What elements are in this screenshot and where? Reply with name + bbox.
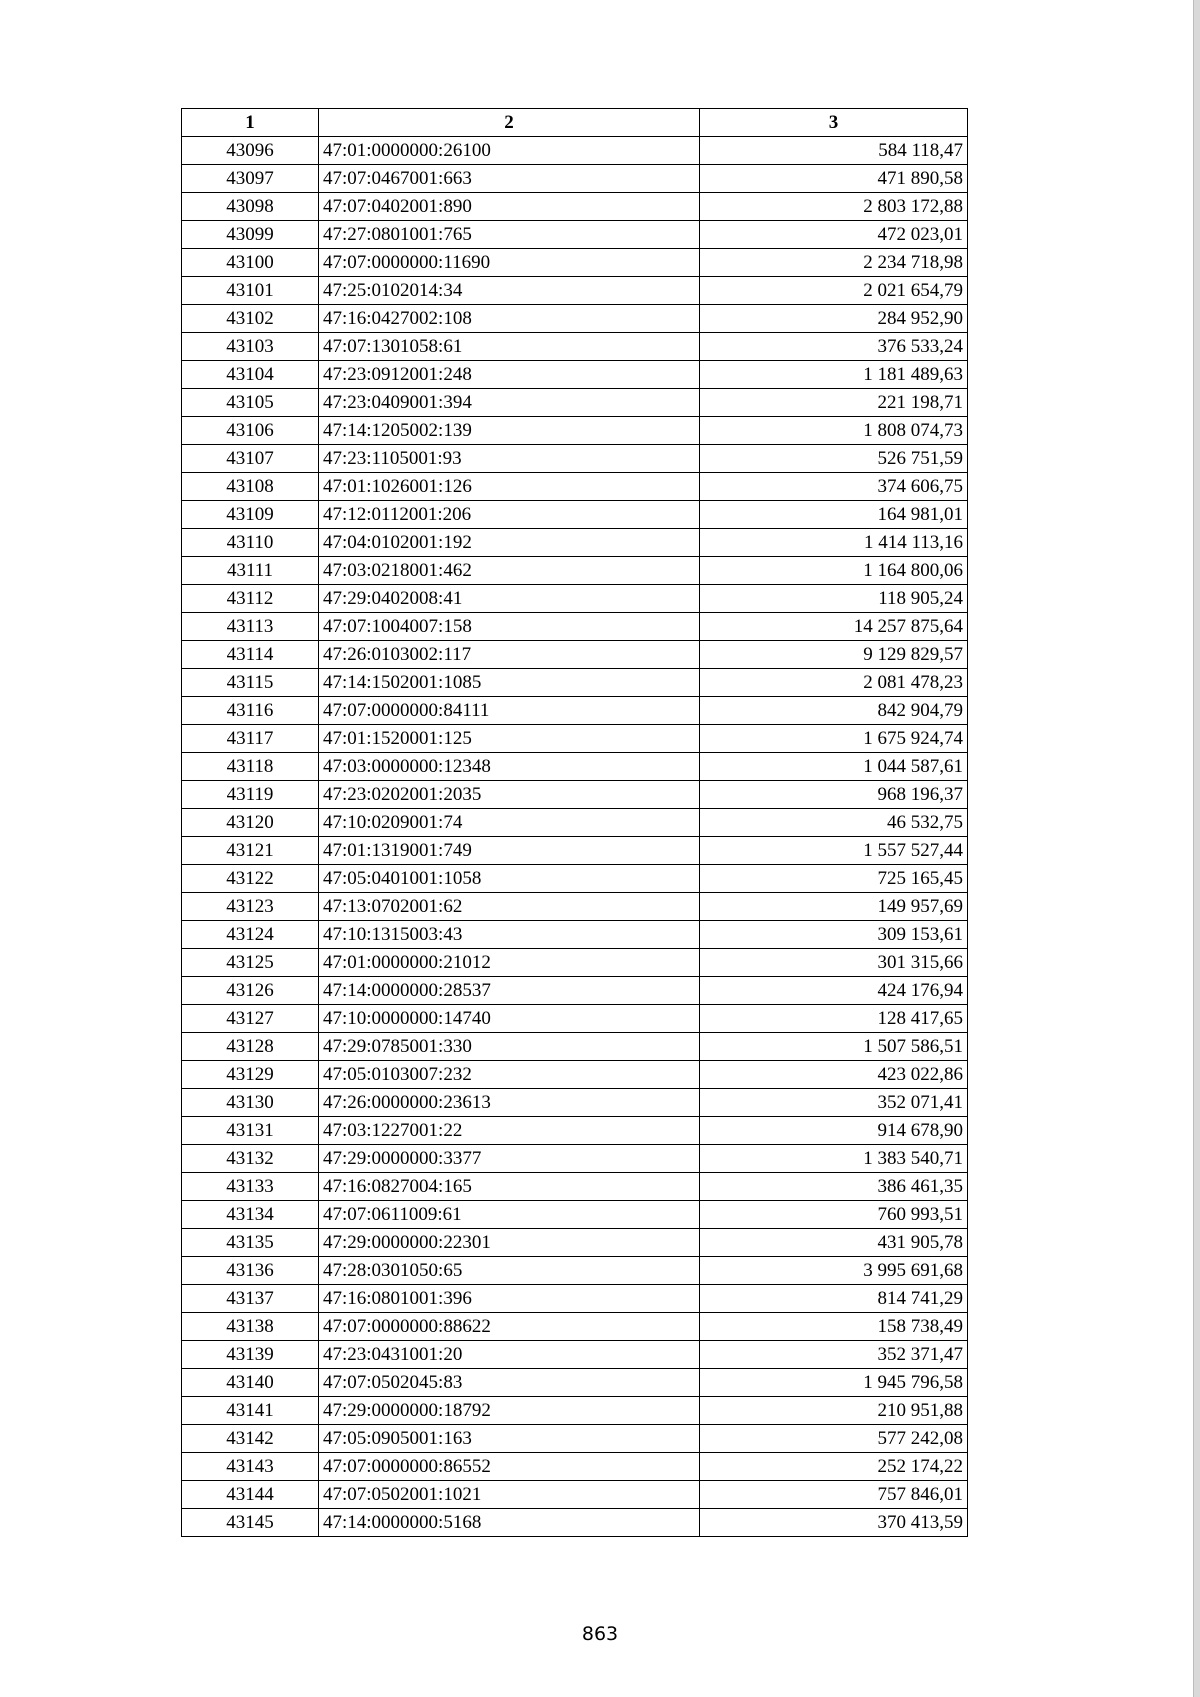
column-header-1: 1	[182, 109, 319, 137]
row-number-cell: 43097	[182, 165, 319, 193]
cadastral-number-cell: 47:05:0401001:1058	[319, 865, 700, 893]
table-row	[182, 445, 968, 473]
page-edge-shadow	[1193, 0, 1200, 1697]
table-row	[182, 809, 968, 837]
table-row	[182, 1033, 968, 1061]
value-cell: 221 198,71	[700, 389, 968, 417]
value-cell: 352 371,47	[700, 1341, 968, 1369]
row-number-cell: 43139	[182, 1341, 319, 1369]
table-row	[182, 473, 968, 501]
row-number-cell: 43117	[182, 725, 319, 753]
row-number-cell: 43141	[182, 1397, 319, 1425]
column-header-3: 3	[700, 109, 968, 137]
cadastral-number-cell: 47:23:1105001:93	[319, 445, 700, 473]
column-header-2: 2	[319, 109, 700, 137]
cadastral-number-cell: 47:07:1004007:158	[319, 613, 700, 641]
table-row	[182, 1397, 968, 1425]
value-cell: 386 461,35	[700, 1173, 968, 1201]
row-number-cell: 43143	[182, 1453, 319, 1481]
cadastral-number-cell: 47:03:0218001:462	[319, 557, 700, 585]
value-cell: 760 993,51	[700, 1201, 968, 1229]
row-number-cell: 43116	[182, 697, 319, 725]
row-number-cell: 43120	[182, 809, 319, 837]
table-row	[182, 193, 968, 221]
table-row	[182, 221, 968, 249]
value-cell: 842 904,79	[700, 697, 968, 725]
row-number-cell: 43121	[182, 837, 319, 865]
value-cell: 301 315,66	[700, 949, 968, 977]
row-number-cell: 43136	[182, 1257, 319, 1285]
cadastral-number-cell: 47:29:0000000:22301	[319, 1229, 700, 1257]
value-cell: 210 951,88	[700, 1397, 968, 1425]
table-row	[182, 557, 968, 585]
row-number-cell: 43098	[182, 193, 319, 221]
cadastral-number-cell: 47:25:0102014:34	[319, 277, 700, 305]
table-row	[182, 753, 968, 781]
cadastral-number-cell: 47:07:0502045:83	[319, 1369, 700, 1397]
page-number: 863	[581, 1623, 619, 1645]
cadastral-number-cell: 47:14:1502001:1085	[319, 669, 700, 697]
cadastral-number-cell: 47:23:0409001:394	[319, 389, 700, 417]
row-number-cell: 43142	[182, 1425, 319, 1453]
row-number-cell: 43138	[182, 1313, 319, 1341]
table-row	[182, 949, 968, 977]
cadastral-number-cell: 47:29:0000000:18792	[319, 1397, 700, 1425]
table-row	[182, 1313, 968, 1341]
row-number-cell: 43111	[182, 557, 319, 585]
value-cell: 1 557 527,44	[700, 837, 968, 865]
cadastral-number-cell: 47:26:0103002:117	[319, 641, 700, 669]
row-number-cell: 43114	[182, 641, 319, 669]
value-cell: 158 738,49	[700, 1313, 968, 1341]
value-cell: 352 071,41	[700, 1089, 968, 1117]
value-cell: 814 741,29	[700, 1285, 968, 1313]
row-number-cell: 43134	[182, 1201, 319, 1229]
row-number-cell: 43129	[182, 1061, 319, 1089]
value-cell: 1 181 489,63	[700, 361, 968, 389]
table-row	[182, 1341, 968, 1369]
row-number-cell: 43112	[182, 585, 319, 613]
row-number-cell: 43110	[182, 529, 319, 557]
table-row	[182, 1257, 968, 1285]
cadastral-number-cell: 47:23:0431001:20	[319, 1341, 700, 1369]
table-row	[182, 921, 968, 949]
cadastral-number-cell: 47:07:0402001:890	[319, 193, 700, 221]
value-cell: 2 234 718,98	[700, 249, 968, 277]
value-cell: 1 414 113,16	[700, 529, 968, 557]
table-row	[182, 165, 968, 193]
cadastral-number-cell: 47:07:0611009:61	[319, 1201, 700, 1229]
value-cell: 424 176,94	[700, 977, 968, 1005]
row-number-cell: 43105	[182, 389, 319, 417]
cadastral-number-cell: 47:07:0000000:88622	[319, 1313, 700, 1341]
value-cell: 2 081 478,23	[700, 669, 968, 697]
row-number-cell: 43127	[182, 1005, 319, 1033]
table-row	[182, 249, 968, 277]
row-number-cell: 43115	[182, 669, 319, 697]
table-row	[182, 1061, 968, 1089]
cadastral-number-cell: 47:03:0000000:12348	[319, 753, 700, 781]
table-row	[182, 1145, 968, 1173]
cadastral-number-cell: 47:26:0000000:23613	[319, 1089, 700, 1117]
row-number-cell: 43137	[182, 1285, 319, 1313]
table-header	[182, 109, 968, 137]
value-cell: 757 846,01	[700, 1481, 968, 1509]
cadastral-number-cell: 47:01:0000000:26100	[319, 137, 700, 165]
value-cell: 3 995 691,68	[700, 1257, 968, 1285]
cadastral-number-cell: 47:07:0000000:11690	[319, 249, 700, 277]
row-number-cell: 43133	[182, 1173, 319, 1201]
row-number-cell: 43100	[182, 249, 319, 277]
value-cell: 14 257 875,64	[700, 613, 968, 641]
value-cell: 374 606,75	[700, 473, 968, 501]
cadastral-number-cell: 47:23:0202001:2035	[319, 781, 700, 809]
table-row	[182, 697, 968, 725]
table-row	[182, 669, 968, 697]
cadastral-number-cell: 47:07:0467001:663	[319, 165, 700, 193]
cadastral-number-cell: 47:05:0905001:163	[319, 1425, 700, 1453]
value-cell: 584 118,47	[700, 137, 968, 165]
table-row	[182, 725, 968, 753]
table-row	[182, 1005, 968, 1033]
cadastral-number-cell: 47:07:0502001:1021	[319, 1481, 700, 1509]
cadastral-number-cell: 47:14:1205002:139	[319, 417, 700, 445]
table-row	[182, 837, 968, 865]
value-cell: 1 044 587,61	[700, 753, 968, 781]
cadastral-number-cell: 47:10:1315003:43	[319, 921, 700, 949]
row-number-cell: 43128	[182, 1033, 319, 1061]
table-row	[182, 781, 968, 809]
table-row	[182, 1425, 968, 1453]
value-cell: 2 803 172,88	[700, 193, 968, 221]
cadastral-number-cell: 47:01:0000000:21012	[319, 949, 700, 977]
row-number-cell: 43144	[182, 1481, 319, 1509]
value-cell: 252 174,22	[700, 1453, 968, 1481]
row-number-cell: 43123	[182, 893, 319, 921]
cadastral-number-cell: 47:03:1227001:22	[319, 1117, 700, 1145]
value-cell: 118 905,24	[700, 585, 968, 613]
row-number-cell: 43101	[182, 277, 319, 305]
value-cell: 1 164 800,06	[700, 557, 968, 585]
table-row	[182, 641, 968, 669]
value-cell: 149 957,69	[700, 893, 968, 921]
registry-table	[181, 108, 968, 1537]
table-row	[182, 417, 968, 445]
table-row	[182, 389, 968, 417]
cadastral-number-cell: 47:23:0912001:248	[319, 361, 700, 389]
row-number-cell: 43125	[182, 949, 319, 977]
row-number-cell: 43104	[182, 361, 319, 389]
row-number-cell: 43113	[182, 613, 319, 641]
cadastral-number-cell: 47:29:0785001:330	[319, 1033, 700, 1061]
cadastral-number-cell: 47:01:1026001:126	[319, 473, 700, 501]
value-cell: 968 196,37	[700, 781, 968, 809]
value-cell: 376 533,24	[700, 333, 968, 361]
table-row	[182, 1089, 968, 1117]
row-number-cell: 43108	[182, 473, 319, 501]
table-row	[182, 865, 968, 893]
value-cell: 577 242,08	[700, 1425, 968, 1453]
cadastral-number-cell: 47:10:0000000:14740	[319, 1005, 700, 1033]
table-row	[182, 1453, 968, 1481]
row-number-cell: 43140	[182, 1369, 319, 1397]
table-row	[182, 277, 968, 305]
value-cell: 164 981,01	[700, 501, 968, 529]
row-number-cell: 43145	[182, 1509, 319, 1537]
value-cell: 1 808 074,73	[700, 417, 968, 445]
cadastral-number-cell: 47:07:0000000:84111	[319, 697, 700, 725]
cadastral-number-cell: 47:13:0702001:62	[319, 893, 700, 921]
row-number-cell: 43106	[182, 417, 319, 445]
value-cell: 423 022,86	[700, 1061, 968, 1089]
value-cell: 128 417,65	[700, 1005, 968, 1033]
row-number-cell: 43118	[182, 753, 319, 781]
cadastral-number-cell: 47:01:1319001:749	[319, 837, 700, 865]
value-cell: 46 532,75	[700, 809, 968, 837]
cadastral-number-cell: 47:16:0801001:396	[319, 1285, 700, 1313]
row-number-cell: 43099	[182, 221, 319, 249]
cadastral-number-cell: 47:05:0103007:232	[319, 1061, 700, 1089]
value-cell: 1 945 796,58	[700, 1369, 968, 1397]
row-number-cell: 43135	[182, 1229, 319, 1257]
table-row	[182, 613, 968, 641]
table-row	[182, 501, 968, 529]
table-row	[182, 893, 968, 921]
table-row	[182, 529, 968, 557]
value-cell: 9 129 829,57	[700, 641, 968, 669]
cadastral-number-cell: 47:29:0000000:3377	[319, 1145, 700, 1173]
value-cell: 1 383 540,71	[700, 1145, 968, 1173]
table-row	[182, 1509, 968, 1537]
table-row	[182, 1173, 968, 1201]
value-cell: 471 890,58	[700, 165, 968, 193]
table-row	[182, 1117, 968, 1145]
table-row	[182, 1201, 968, 1229]
cadastral-number-cell: 47:28:0301050:65	[319, 1257, 700, 1285]
cadastral-number-cell: 47:14:0000000:5168	[319, 1509, 700, 1537]
row-number-cell: 43102	[182, 305, 319, 333]
row-number-cell: 43122	[182, 865, 319, 893]
row-number-cell: 43124	[182, 921, 319, 949]
value-cell: 431 905,78	[700, 1229, 968, 1257]
row-number-cell: 43107	[182, 445, 319, 473]
value-cell: 472 023,01	[700, 221, 968, 249]
cadastral-number-cell: 47:29:0402008:41	[319, 585, 700, 613]
value-cell: 1 675 924,74	[700, 725, 968, 753]
table-row	[182, 1285, 968, 1313]
table-row	[182, 1229, 968, 1257]
value-cell: 2 021 654,79	[700, 277, 968, 305]
value-cell: 725 165,45	[700, 865, 968, 893]
table-row	[182, 977, 968, 1005]
row-number-cell: 43132	[182, 1145, 319, 1173]
row-number-cell: 43131	[182, 1117, 319, 1145]
value-cell: 284 952,90	[700, 305, 968, 333]
row-number-cell: 43130	[182, 1089, 319, 1117]
cadastral-number-cell: 47:07:1301058:61	[319, 333, 700, 361]
row-number-cell: 43126	[182, 977, 319, 1005]
table-row	[182, 333, 968, 361]
cadastral-number-cell: 47:07:0000000:86552	[319, 1453, 700, 1481]
cadastral-number-cell: 47:16:0827004:165	[319, 1173, 700, 1201]
table-row	[182, 1369, 968, 1397]
cadastral-number-cell: 47:12:0112001:206	[319, 501, 700, 529]
value-cell: 309 153,61	[700, 921, 968, 949]
table-row	[182, 361, 968, 389]
row-number-cell: 43103	[182, 333, 319, 361]
table-row	[182, 1481, 968, 1509]
table-row	[182, 585, 968, 613]
cadastral-number-cell: 47:16:0427002:108	[319, 305, 700, 333]
value-cell: 914 678,90	[700, 1117, 968, 1145]
table-row	[182, 137, 968, 165]
header-row	[182, 109, 968, 137]
row-number-cell: 43096	[182, 137, 319, 165]
cadastral-number-cell: 47:14:0000000:28537	[319, 977, 700, 1005]
row-number-cell: 43119	[182, 781, 319, 809]
cadastral-number-cell: 47:04:0102001:192	[319, 529, 700, 557]
value-cell: 370 413,59	[700, 1509, 968, 1537]
table-row	[182, 305, 968, 333]
cadastral-number-cell: 47:27:0801001:765	[319, 221, 700, 249]
table-body	[182, 137, 968, 1537]
value-cell: 526 751,59	[700, 445, 968, 473]
cadastral-number-cell: 47:10:0209001:74	[319, 809, 700, 837]
row-number-cell: 43109	[182, 501, 319, 529]
cadastral-number-cell: 47:01:1520001:125	[319, 725, 700, 753]
value-cell: 1 507 586,51	[700, 1033, 968, 1061]
